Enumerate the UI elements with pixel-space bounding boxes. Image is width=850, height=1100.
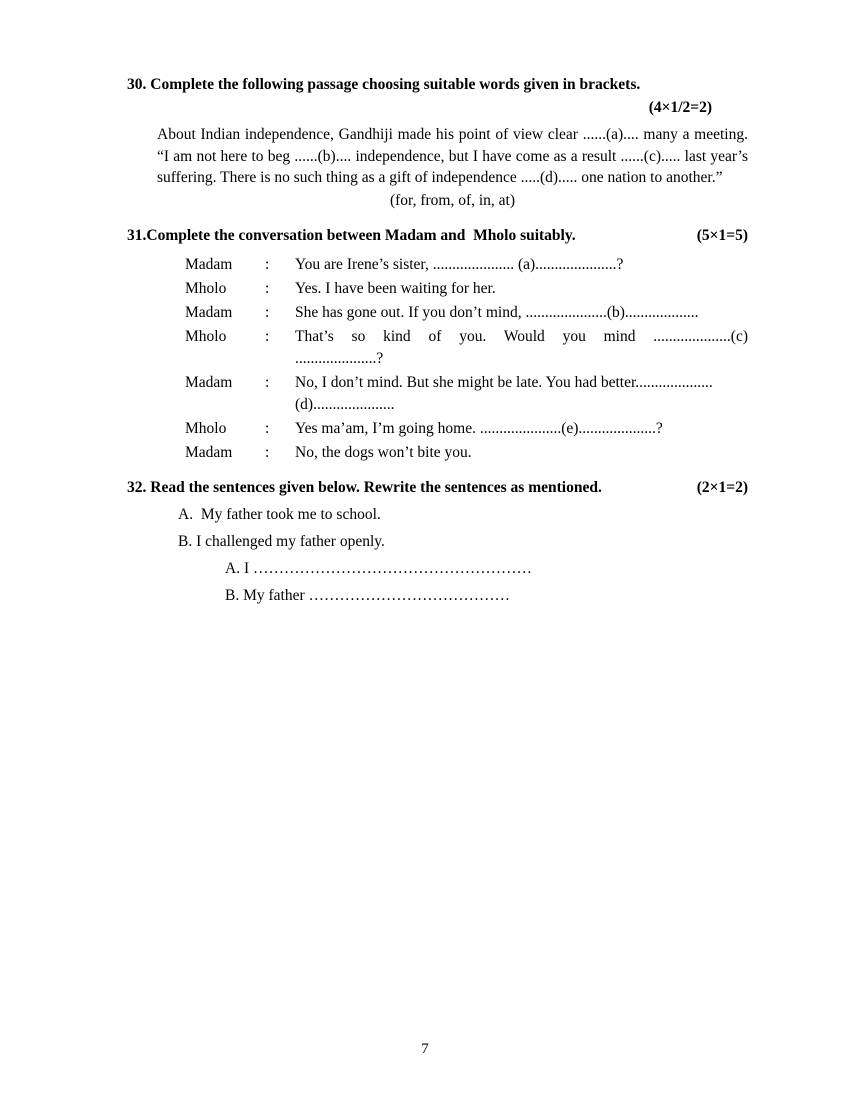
page-content xyxy=(127,75,748,606)
dialogue-colon: : xyxy=(265,279,270,297)
dialogue-row xyxy=(185,254,748,276)
answer-line-item: A. I ……………………………………………… xyxy=(225,559,532,577)
dialogue-speaker: Mholo xyxy=(185,419,227,437)
question-30-marks: (4×1/2=2) xyxy=(648,99,712,116)
dialogue-line: No, I don’t mind. But she might be late. You had better.................... xyxy=(295,373,713,391)
sentence-list xyxy=(127,505,748,552)
question-32-title: 32. Read the sentences given below. Rewrite the sentences as mentioned. xyxy=(127,478,602,496)
page-number: 7 xyxy=(421,1041,429,1057)
dialogue-line: She has gone out. If you don’t mind, .....................(b)................... xyxy=(295,303,699,321)
dialogue-text xyxy=(295,442,748,464)
sentence-item: A. My father took me to school. xyxy=(178,505,381,523)
dialogue-text xyxy=(295,302,748,324)
dialogue-line: (d)..................... xyxy=(295,395,395,413)
dialogue-text xyxy=(295,254,748,276)
question-32-heading xyxy=(127,478,748,498)
dialogue-line: No, the dogs won’t bite you. xyxy=(295,443,472,461)
question-30 xyxy=(127,75,748,211)
dialogue-row xyxy=(185,442,748,464)
dialogue-line: .....................? xyxy=(295,349,384,367)
dialogue-colon: : xyxy=(265,327,270,345)
question-30-title: 30. Complete the following passage choosing suitable words given in brackets. xyxy=(127,76,641,93)
dialogue-line: You are Irene’s sister, ..................... (a).....................? xyxy=(295,255,624,273)
sentence-item: B. I challenged my father openly. xyxy=(178,532,385,550)
dialogue-row xyxy=(185,326,748,370)
dialogue-row xyxy=(185,302,748,324)
dialogue-speaker: Madam xyxy=(185,373,233,391)
dialogue-table xyxy=(185,254,748,464)
dialogue-line: Yes. I have been waiting for her. xyxy=(295,279,496,297)
dialogue-colon: : xyxy=(265,303,270,321)
dialogue-row xyxy=(185,278,748,300)
dialogue-colon: : xyxy=(265,443,270,461)
question-31-heading xyxy=(127,226,748,246)
answer-line-item: B. My father ………………………………… xyxy=(225,586,511,604)
question-31 xyxy=(127,226,748,464)
dialogue-speaker: Madam xyxy=(185,255,233,273)
dialogue-colon: : xyxy=(265,255,270,273)
answer-line-list xyxy=(127,559,748,606)
question-31-marks: (5×1=5) xyxy=(696,226,748,244)
question-30-passage: About Indian independence, Gandhiji made his point of view clear ......(a).... many a meeting. “I am not here to beg ......(b).... independence, but I have come as a result ......(c)..... last year’s suffering. There is no such thing as a gift of independence .....(d)..... one nation to another.” xyxy=(157,126,748,186)
dialogue-text xyxy=(295,326,748,370)
question-32 xyxy=(127,478,748,606)
dialogue-speaker: Madam xyxy=(185,303,233,321)
dialogue-line: Yes ma’am, I’m going home. .....................(e)....................? xyxy=(295,419,663,437)
dialogue-text xyxy=(295,372,748,416)
dialogue-text xyxy=(295,418,748,440)
dialogue-text xyxy=(295,278,748,300)
dialogue-line: That’s so kind of you. Would you mind ....................(c) xyxy=(295,327,748,345)
dialogue-row xyxy=(185,372,748,416)
dialogue-speaker: Mholo xyxy=(185,327,227,345)
question-30-word-bank: (for, from, of, in, at) xyxy=(389,191,516,209)
dialogue-row xyxy=(185,418,748,440)
dialogue-speaker: Madam xyxy=(185,443,233,461)
question-32-marks: (2×1=2) xyxy=(696,478,748,496)
question-31-title: 31.Complete the conversation between Madam and Mholo suitably. xyxy=(127,226,576,244)
dialogue-speaker: Mholo xyxy=(185,279,227,297)
dialogue-colon: : xyxy=(265,373,270,391)
dialogue-colon: : xyxy=(265,419,270,437)
